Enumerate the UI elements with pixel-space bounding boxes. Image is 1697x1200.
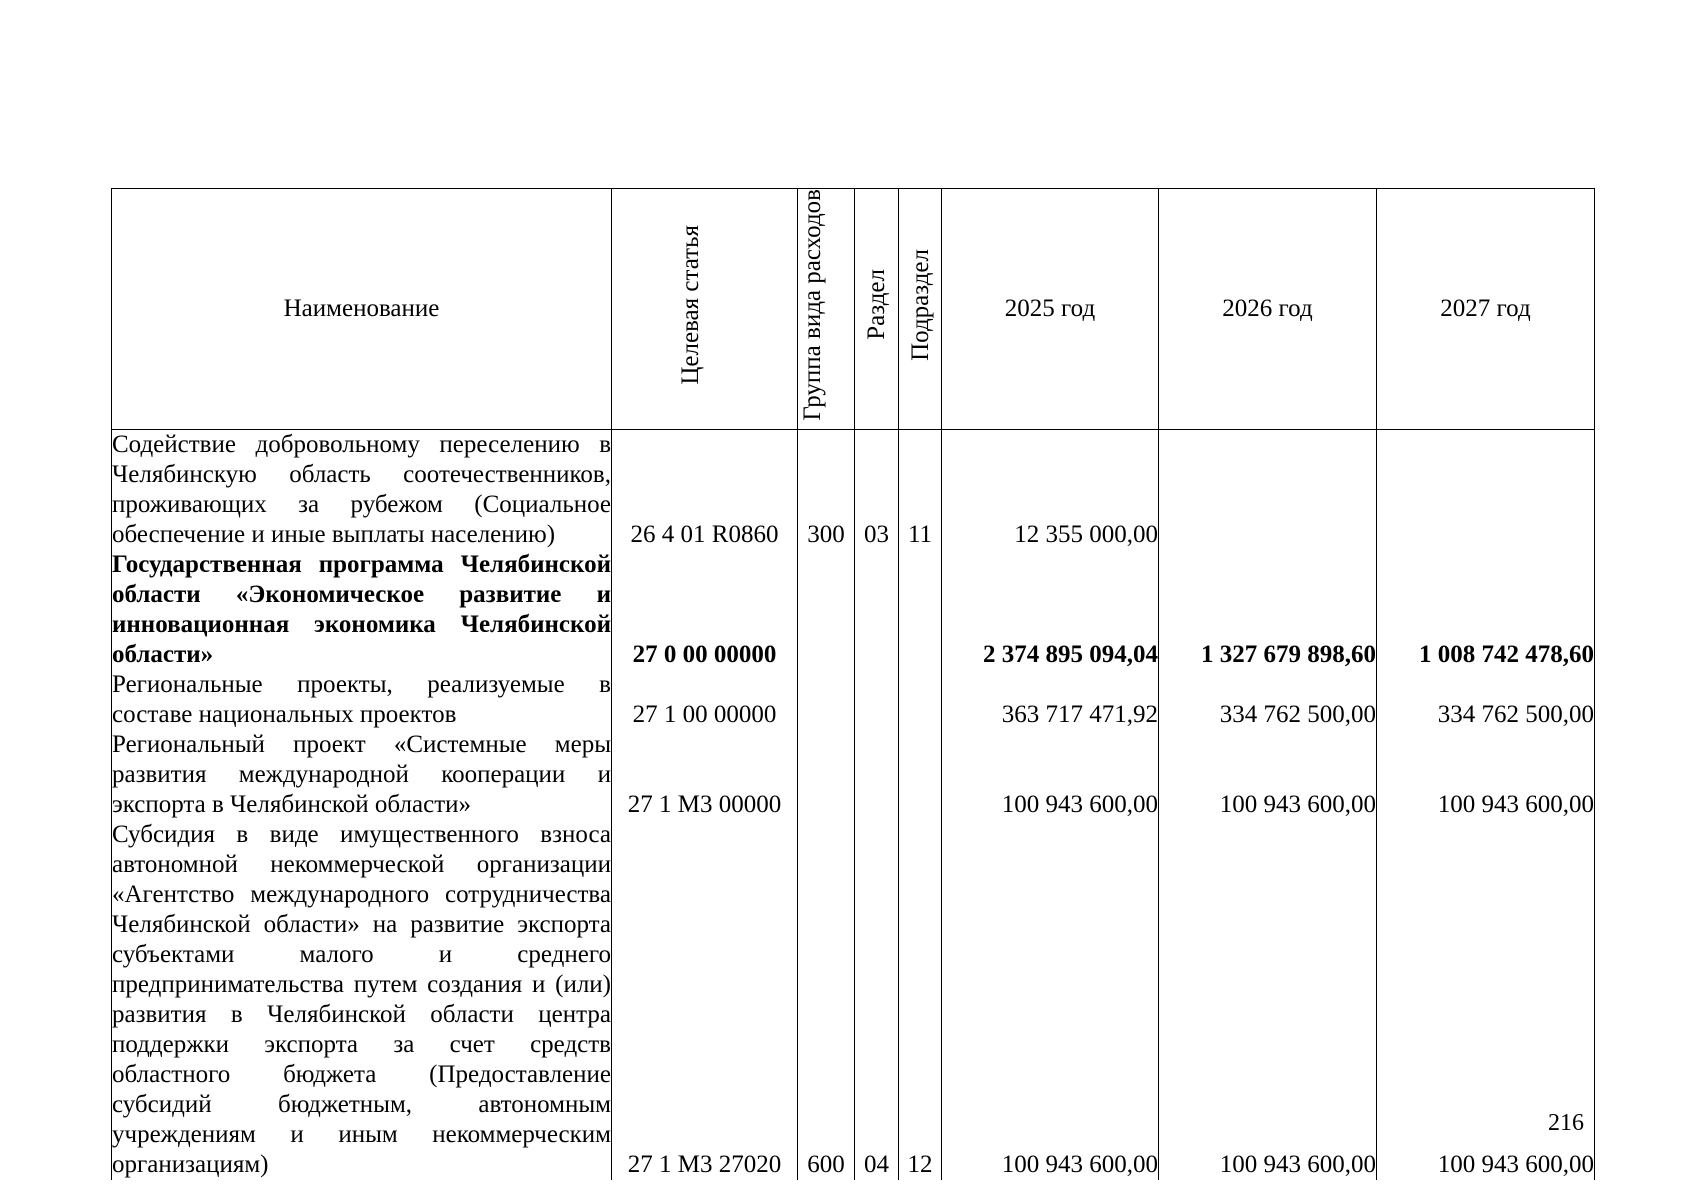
table-row [112, 550, 1595, 670]
row-target-article: 26 4 01 R0860 [612, 429, 798, 550]
row-amount-2026: 100 943 600,00 [1159, 730, 1377, 820]
header-subsection: Подраздел [899, 189, 942, 430]
row-name: Региональный проект «Системные меры развития международной кооперации и экспорта в Челябинской области» [112, 730, 611, 818]
row-target-article: 27 1 М3 27020 [612, 820, 798, 1180]
header-expense-group: Группа вида расходов [798, 189, 855, 430]
row-amount-2026: 1 327 679 898,60 [1159, 550, 1377, 670]
row-amount-2027 [1377, 429, 1595, 550]
row-amount-2025: 100 943 600,00 [942, 730, 1159, 820]
row-amount-2025: 363 717 471,92 [942, 670, 1159, 730]
row-amount-2025: 12 355 000,00 [942, 429, 1159, 550]
row-expense-group [798, 550, 855, 670]
row-expense-group [798, 670, 855, 730]
row-amount-2027: 1 008 742 478,60 [1377, 550, 1595, 670]
table-header-row [112, 189, 1595, 430]
header-year-2026: 2026 год [1159, 189, 1377, 430]
row-target-article: 27 1 00 00000 [612, 670, 798, 730]
row-section [855, 670, 899, 730]
row-expense-group [798, 730, 855, 820]
row-amount-2026 [1159, 429, 1377, 550]
row-subsection: 12 [899, 820, 942, 1180]
row-name: Региональные проекты, реализуемые в составе национальных проектов [112, 670, 611, 728]
row-expense-group: 300 [798, 429, 855, 550]
header-year-2027: 2027 год [1377, 189, 1595, 430]
row-name: Содействие добровольному переселению в Челябинскую область соотечественников, проживающих за рубежом (Социальное обеспечение и иные выплаты населению) [112, 430, 611, 548]
row-subsection: 11 [899, 429, 942, 550]
budget-table [111, 188, 1595, 1180]
row-amount-2025: 2 374 895 094,04 [942, 550, 1159, 670]
row-name: Государственная программа Челябинской области «Экономическое развитие и инновационная экономика Челябинской области» [112, 550, 611, 668]
header-target-article: Целевая статья [612, 189, 798, 430]
row-amount-2026: 100 943 600,00 [1159, 820, 1377, 1180]
row-section: 03 [855, 429, 899, 550]
table-row [112, 429, 1595, 550]
row-amount-2027: 334 762 500,00 [1377, 670, 1595, 730]
row-amount-2026: 334 762 500,00 [1159, 670, 1377, 730]
row-subsection [899, 670, 942, 730]
row-subsection [899, 730, 942, 820]
table-row [112, 670, 1595, 730]
row-amount-2025: 100 943 600,00 [942, 820, 1159, 1180]
row-section: 04 [855, 820, 899, 1180]
row-expense-group: 600 [798, 820, 855, 1180]
header-section: Раздел [855, 189, 899, 430]
row-amount-2027: 100 943 600,00 [1377, 730, 1595, 820]
row-amount-2027: 100 943 600,00 [1377, 820, 1595, 1180]
header-name: Наименование [112, 189, 612, 430]
table-row [112, 730, 1595, 820]
row-section [855, 730, 899, 820]
row-section [855, 550, 899, 670]
row-target-article: 27 1 М3 00000 [612, 730, 798, 820]
header-year-2025: 2025 год [942, 189, 1159, 430]
page-number: 216 [1548, 1110, 1584, 1136]
row-subsection [899, 550, 942, 670]
table-row [112, 820, 1595, 1180]
row-name: Субсидия в виде имущественного взноса автономной некоммерческой организации «Агентство международного сотрудничества Челябинской области» на развитие экспорта субъектами малого и среднего предпринимательства путем создания и (или) развития в Челябинской области центра поддержки экспорта за счет средств областного бюджета (Предоставление субсидий бюджетным, автономным учреждениям и иным некоммерческим организациям) [112, 820, 611, 1178]
row-target-article: 27 0 00 00000 [612, 550, 798, 670]
